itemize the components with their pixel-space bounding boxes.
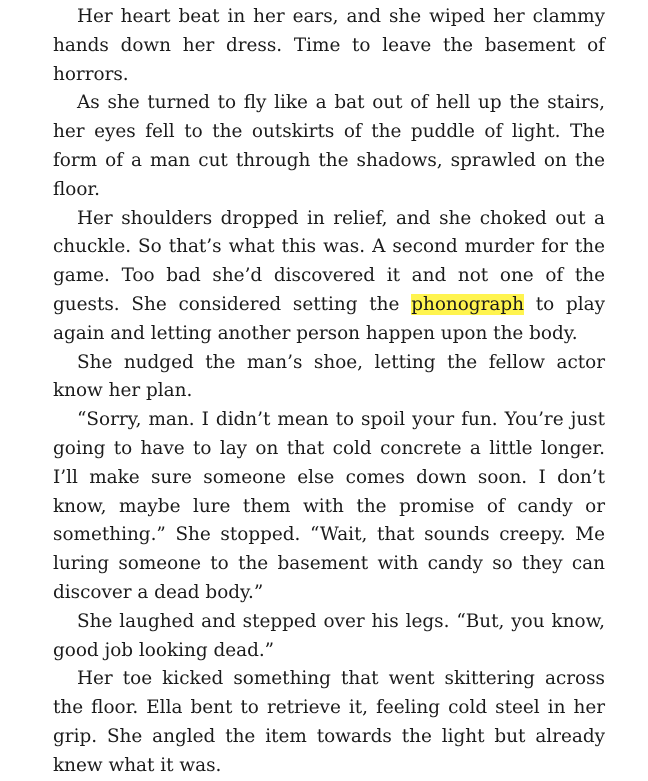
book-page [53, 3, 605, 781]
paragraph-3-after: to play again and letting another person happen upon the body. [53, 293, 605, 344]
paragraph-3-before: Her shoulders dropped in relief, and she choked out a chuckle. So that’s what this was. A second murder for the game. Too bad she’d discovered it and not one of the guests. She considered setting the [53, 207, 605, 315]
highlighted-word[interactable]: phonograph [411, 293, 524, 315]
paragraph-2: As she turned to fly like a bat out of hell up the stairs, her eyes fell to the outskirts of the puddle of light. The form of a man cut through the shadows, sprawled on the floor. [53, 92, 605, 200]
paragraph-1: Her heart beat in her ears, and she wiped her clammy hands down her dress. Time to leave the basement of horrors. [53, 6, 605, 85]
paragraph-3 [53, 205, 605, 349]
paragraph-7: Her toe kicked something that went skittering across the floor. Ella bent to retrieve it, feeling cold steel in her grip. She angled the item towards the light but already knew what it was. [53, 668, 605, 776]
paragraph-5: “Sorry, man. I didn’t mean to spoil your fun. You’re just going to have to lay on that cold concrete a little longer. I’ll make sure someone else comes down soon. I don’t know, maybe lure them with the promise of candy or something.” She stopped. “Wait, that sounds creepy. Me luring someone to the basement with candy so they can discover a dead body.” [53, 409, 605, 603]
paragraph-4: She nudged the man’s shoe, letting the fellow actor know her plan. [53, 351, 605, 402]
paragraph-6: She laughed and stepped over his legs. “But, you know, good job looking dead.” [53, 610, 605, 661]
